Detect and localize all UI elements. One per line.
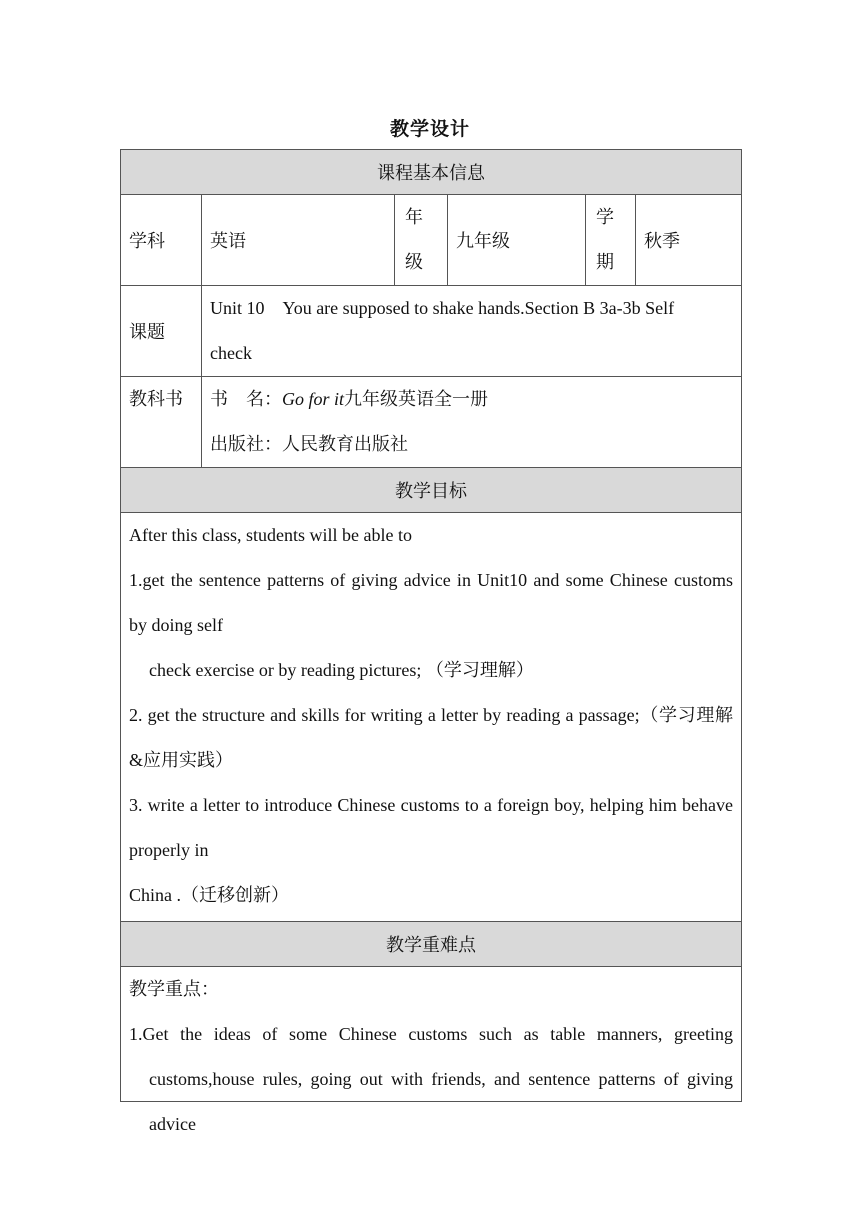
term-label-line1: 学 xyxy=(596,207,614,227)
section-header-objectives xyxy=(121,468,742,513)
section-header-basic-info xyxy=(121,150,742,195)
section-title: 课程基本信息 xyxy=(121,150,742,195)
section-title: 教学目标 xyxy=(121,468,742,513)
objectives-row xyxy=(121,513,742,922)
topic-line-1: Unit 10 You are supposed to shake hands.Section B 3a-3b Self xyxy=(210,298,675,318)
subject-value: 英语 xyxy=(202,195,395,286)
book-title-italic: Go for it xyxy=(282,389,345,409)
grade-label xyxy=(395,195,448,286)
grade-value: 九年级 xyxy=(448,195,586,286)
term-value: 秋季 xyxy=(636,195,742,286)
key-points-heading: 教学重点： xyxy=(129,979,219,999)
topic-label: 课题 xyxy=(121,286,202,377)
key-points-clip xyxy=(129,967,734,1134)
objectives-intro: After this class, students will be able to xyxy=(129,525,412,545)
publisher-line: 出版社：人民教育出版社 xyxy=(210,434,408,454)
grade-label-line2: 级 xyxy=(405,252,423,272)
topic-value xyxy=(202,286,742,377)
key-point-item-1: 1.Get the ideas of some Chinese customs such as table manners, greeting customs,house rules, going out with friends, and sentence patterns of giving advice xyxy=(129,1024,734,1134)
objective-item-1a: 1.get the sentence patterns of giving advice in Unit10 and some Chinese customs by doing self xyxy=(129,570,734,635)
objectives-body xyxy=(121,513,742,922)
objective-item-1b: check exercise or by reading pictures; （学习理解） xyxy=(149,660,534,680)
objective-item-3a: 3. write a letter to introduce Chinese customs to a foreign boy, helping him behave properly in xyxy=(129,795,734,860)
lesson-plan-table xyxy=(120,149,742,1134)
topic-row xyxy=(121,286,742,377)
section-header-key-points xyxy=(121,922,742,967)
key-points-row xyxy=(121,967,742,1102)
objective-item-3b: China .（迁移创新） xyxy=(129,885,289,905)
subject-label: 学科 xyxy=(121,195,202,286)
term-label xyxy=(586,195,636,286)
textbook-value xyxy=(202,377,742,468)
document-title: 教学设计 xyxy=(389,119,470,140)
term-label-line2: 期 xyxy=(596,252,614,272)
objective-item-2: 2. get the structure and skills for writing a letter by reading a passage;（学习理解&应用实践） xyxy=(129,705,734,770)
key-points-body xyxy=(121,967,742,1134)
book-name-line xyxy=(210,377,733,422)
section-title: 教学重难点 xyxy=(121,922,742,967)
textbook-label: 教科书 xyxy=(121,377,202,468)
subject-row xyxy=(121,195,742,286)
book-name-suffix: 九年级英语全一册 xyxy=(344,389,489,409)
textbook-row xyxy=(121,377,742,468)
topic-line-2: check xyxy=(210,343,252,363)
book-name-prefix: 书 名： xyxy=(210,389,282,409)
grade-label-line1: 年 xyxy=(405,207,423,227)
